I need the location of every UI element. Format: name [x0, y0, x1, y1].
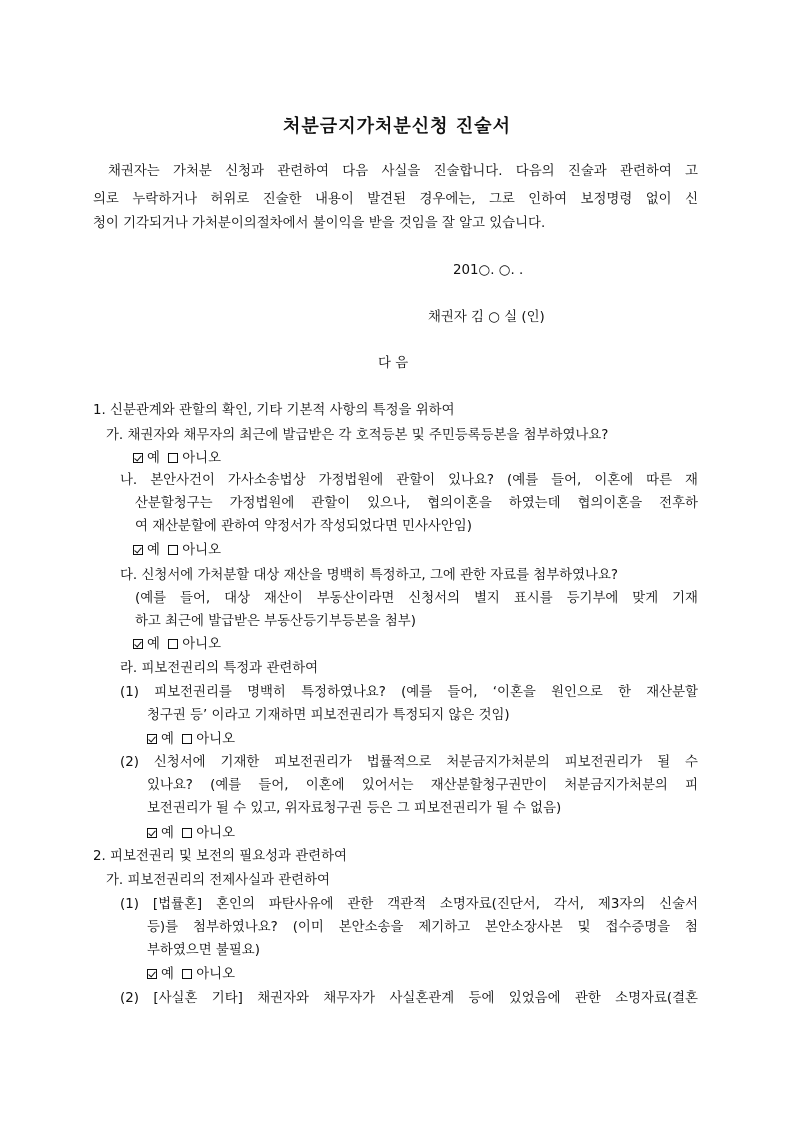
checkbox-row-ra1: 예 아니오: [147, 731, 235, 749]
checkbox-row-na: 예 아니오: [133, 542, 221, 560]
yes-checkbox[interactable]: [147, 734, 157, 744]
no-checkbox[interactable]: [168, 639, 178, 649]
no-checkbox[interactable]: [168, 545, 178, 555]
section1-ga: 가. 채권자와 채무자의 최근에 발급받은 각 호적등본 및 주민등록등본을 첨부하였나요?: [106, 428, 609, 443]
section1-ra2-line-1: (2) 신청서에 기재한 피보전권리가 법률적으로 처분금지가처분의 피보전권리가 될 수: [120, 755, 698, 770]
section1-ra2-line-2: 있나요? (예를 들어, 이혼에 있어서는 재산분할청구권만이 처분금지가처분의 피: [147, 778, 698, 793]
checkbox-row-ra2: 예 아니오: [147, 825, 235, 843]
section2-ga: 가. 피보전권리의 전제사실과 관련하여: [106, 873, 330, 888]
section2-item1-line-1: (1) [법률혼] 혼인의 파탄사유에 관한 객관적 소명자료(진단서, 각서, 제3자의 신술서: [120, 897, 698, 912]
intro-line-3: 청이 기각되거나 가처분이의절차에서 불이익을 받을 것임을 잘 알고 있습니다.: [93, 216, 546, 231]
intro-line-2: 의로 누락하거나 허위로 진술한 내용이 발견된 경우에는, 그로 인하여 보정명령 없이 신: [93, 192, 698, 207]
checkbox-row-item1: 예 아니오: [147, 966, 235, 984]
yes-checkbox[interactable]: [133, 639, 143, 649]
section1-na-line-1: 나. 본안사건이 가사소송법상 가정법원에 관할이 있나요? (예를 들어, 이혼에 따른 재: [120, 473, 698, 488]
yes-checkbox[interactable]: [133, 545, 143, 555]
section1-da-line-3: 하고 최근에 발급받은 부동산등기부등본을 첨부): [135, 614, 416, 629]
section1-na-line-3: 여 재산분할에 관하여 약정서가 작성되었다면 민사사안임): [135, 519, 472, 534]
intro-line-1: 채권자는 가처분 신청과 관련하여 다음 사실을 진술합니다. 다음의 진술과 관련하여 고: [108, 164, 698, 179]
section1-na-line-2: 산분할청구는 가정법원에 관할이 있으나, 협의이혼을 하였는데 협의이혼을 전후하: [135, 496, 698, 511]
yes-checkbox[interactable]: [133, 453, 143, 463]
no-checkbox[interactable]: [182, 734, 192, 744]
checkbox-row-ga: 예 아니오: [133, 450, 221, 468]
section2-item1-line-3: 부하였으면 불필요): [147, 943, 260, 958]
section1-da-line-2: (예를 들어, 대상 재산이 부동산이라면 신청서의 별지 표시를 등기부에 맞게 기재: [135, 591, 698, 606]
section1-da-line-1: 다. 신청서에 가처분할 대상 재산을 명백히 특정하고, 그에 관한 자료를 첨부하였나요?: [120, 568, 618, 583]
section1-ra2-line-3: 보전권리가 될 수 있고, 위자료청구권 등은 그 피보전권리가 될 수 없음): [147, 801, 562, 816]
signer-line: 채권자 김 ○ 실 (인): [428, 310, 545, 325]
section1-title: 1. 신분관계와 관할의 확인, 기타 기본적 사항의 특정을 위하여: [93, 403, 455, 418]
no-checkbox[interactable]: [182, 969, 192, 979]
yes-checkbox[interactable]: [147, 969, 157, 979]
document-title: 처분금지가처분신청 진술서: [283, 116, 511, 137]
date-line: 201○. ○. .: [453, 263, 524, 278]
no-checkbox[interactable]: [182, 828, 192, 838]
section2-item2-line-1: (2) [사실혼 기타] 채권자와 채무자가 사실혼관계 등에 있었음에 관한 소명자료(결혼: [120, 991, 698, 1006]
section2-title: 2. 피보전권리 및 보전의 필요성과 관련하여: [93, 849, 347, 864]
section1-ra: 라. 피보전권리의 특정과 관련하여: [120, 661, 319, 676]
section-heading: 다 음: [378, 356, 409, 371]
yes-checkbox[interactable]: [147, 828, 157, 838]
section1-ra1-line-2: 청구권 등’ 이라고 기재하면 피보전권리가 특정되지 않은 것임): [147, 708, 510, 723]
no-checkbox[interactable]: [168, 453, 178, 463]
section2-item1-line-2: 등)를 첨부하였나요? (이미 본안소송을 제기하고 본안소장사본 및 접수증명을 첨: [147, 920, 698, 935]
section1-ra1-line-1: (1) 피보전권리를 명백히 특정하였나요? (예를 들어, ‘이혼을 원인으로 한 재산분할: [120, 685, 698, 700]
checkbox-row-da: 예 아니오: [133, 636, 221, 654]
